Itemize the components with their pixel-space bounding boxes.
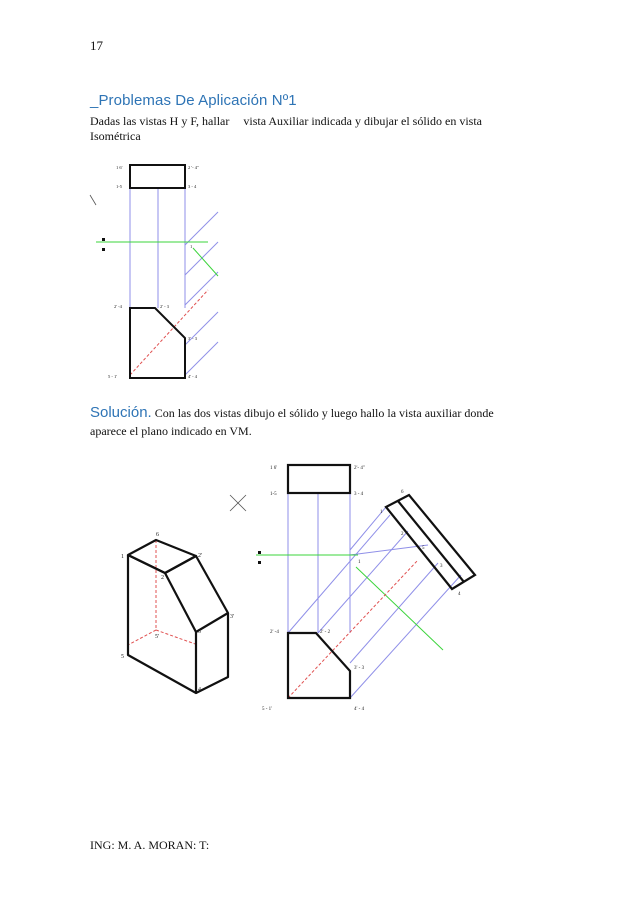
fig1-label-lb1: 2' -4 — [114, 304, 122, 309]
fig2-label-34: 3 - 4 — [354, 492, 364, 497]
problem-statement — [90, 114, 540, 144]
fig1-label-rb2: 3' - 3 — [188, 336, 198, 341]
problem-line1-b: vista Auxiliar indicada y dibujar el sólido en vista — [243, 114, 482, 128]
fold-line-aux — [193, 248, 218, 276]
iso-label-4: 4 — [198, 687, 201, 693]
fig2-label-lb1: 2' -4 — [270, 630, 279, 635]
iso-label-5: 5 — [121, 654, 124, 660]
fig1-label-bl: 5 - 1' — [108, 374, 118, 379]
fig1-label-mid1: 1 — [190, 244, 193, 249]
fig2-label-tr: 2'- 4" — [354, 466, 365, 471]
aux-label-3: 3 — [440, 564, 443, 569]
h-marker — [102, 238, 105, 241]
aux-label-4: 4 — [458, 592, 461, 597]
arrow-mark — [90, 195, 96, 205]
fig2-label-rb1: 2' - 2 — [320, 630, 331, 635]
footer-author: ING: M. A. MORAN: T: — [90, 838, 210, 852]
aux-label-2: 2 — [401, 532, 404, 537]
fig2-label-15: 1-5 — [270, 492, 277, 497]
top-view — [130, 165, 185, 188]
page-number: 17 — [90, 38, 103, 53]
solution-text-line2: aparece el plano indicado en VM. — [90, 424, 252, 438]
section-heading: _Problemas De Aplicación Nº1 — [90, 92, 297, 109]
solution-text-line1: Con las dos vistas dibujo el sólido y luego hallo la vista auxiliar donde — [154, 406, 494, 420]
aux-label-1: 1 — [380, 510, 383, 515]
solution-label: Solución. — [90, 404, 152, 421]
fig1-label-br: 4' - 4 — [188, 374, 198, 379]
aux-label-6: 6 — [401, 490, 404, 495]
hidden-line-2 — [288, 560, 418, 698]
fig2-label-tl: 1 6' — [270, 466, 278, 471]
iso-label-5p: 5' — [155, 634, 160, 640]
iso-label-3p: 3' — [230, 614, 235, 620]
fig1-label-tr: 2 '- 4" — [188, 165, 199, 170]
problem-line2: Isométrica — [90, 129, 141, 143]
iso-label-1: 1 — [121, 554, 124, 560]
f-marker — [102, 248, 105, 251]
isometric-solid — [121, 532, 234, 693]
fig1-label-15: 1-5 — [116, 184, 122, 189]
fig2-label-aux1: 1 — [358, 560, 361, 565]
projection-lines — [130, 188, 218, 375]
fig1-label-34: 3 - 4 — [188, 184, 197, 189]
fig2-label-br: 4' - 4 — [354, 707, 365, 712]
fig2-label-bl: 5 - 1' — [262, 707, 273, 712]
problem-line1-a: Dadas las vistas H y F, hallar — [90, 114, 230, 128]
iso-label-2p: 2' — [198, 553, 203, 559]
iso-label-6: 6 — [156, 532, 159, 538]
figure-given-views — [88, 160, 228, 385]
figure-solution — [118, 455, 488, 720]
iso-label-3: 3 — [198, 629, 201, 635]
hidden-line — [130, 290, 208, 375]
fig1-label-tl: 1 6' — [116, 165, 123, 170]
front-view — [130, 308, 185, 378]
aux-label-5: 5 — [422, 546, 425, 551]
fig1-label-rb1: 2' - 3 — [160, 304, 170, 309]
iso-label-2: 2 — [161, 575, 164, 581]
ortho-views — [230, 465, 475, 712]
fig2-label-rb2: 3' - 3 — [354, 666, 365, 671]
solution-block — [90, 404, 540, 440]
